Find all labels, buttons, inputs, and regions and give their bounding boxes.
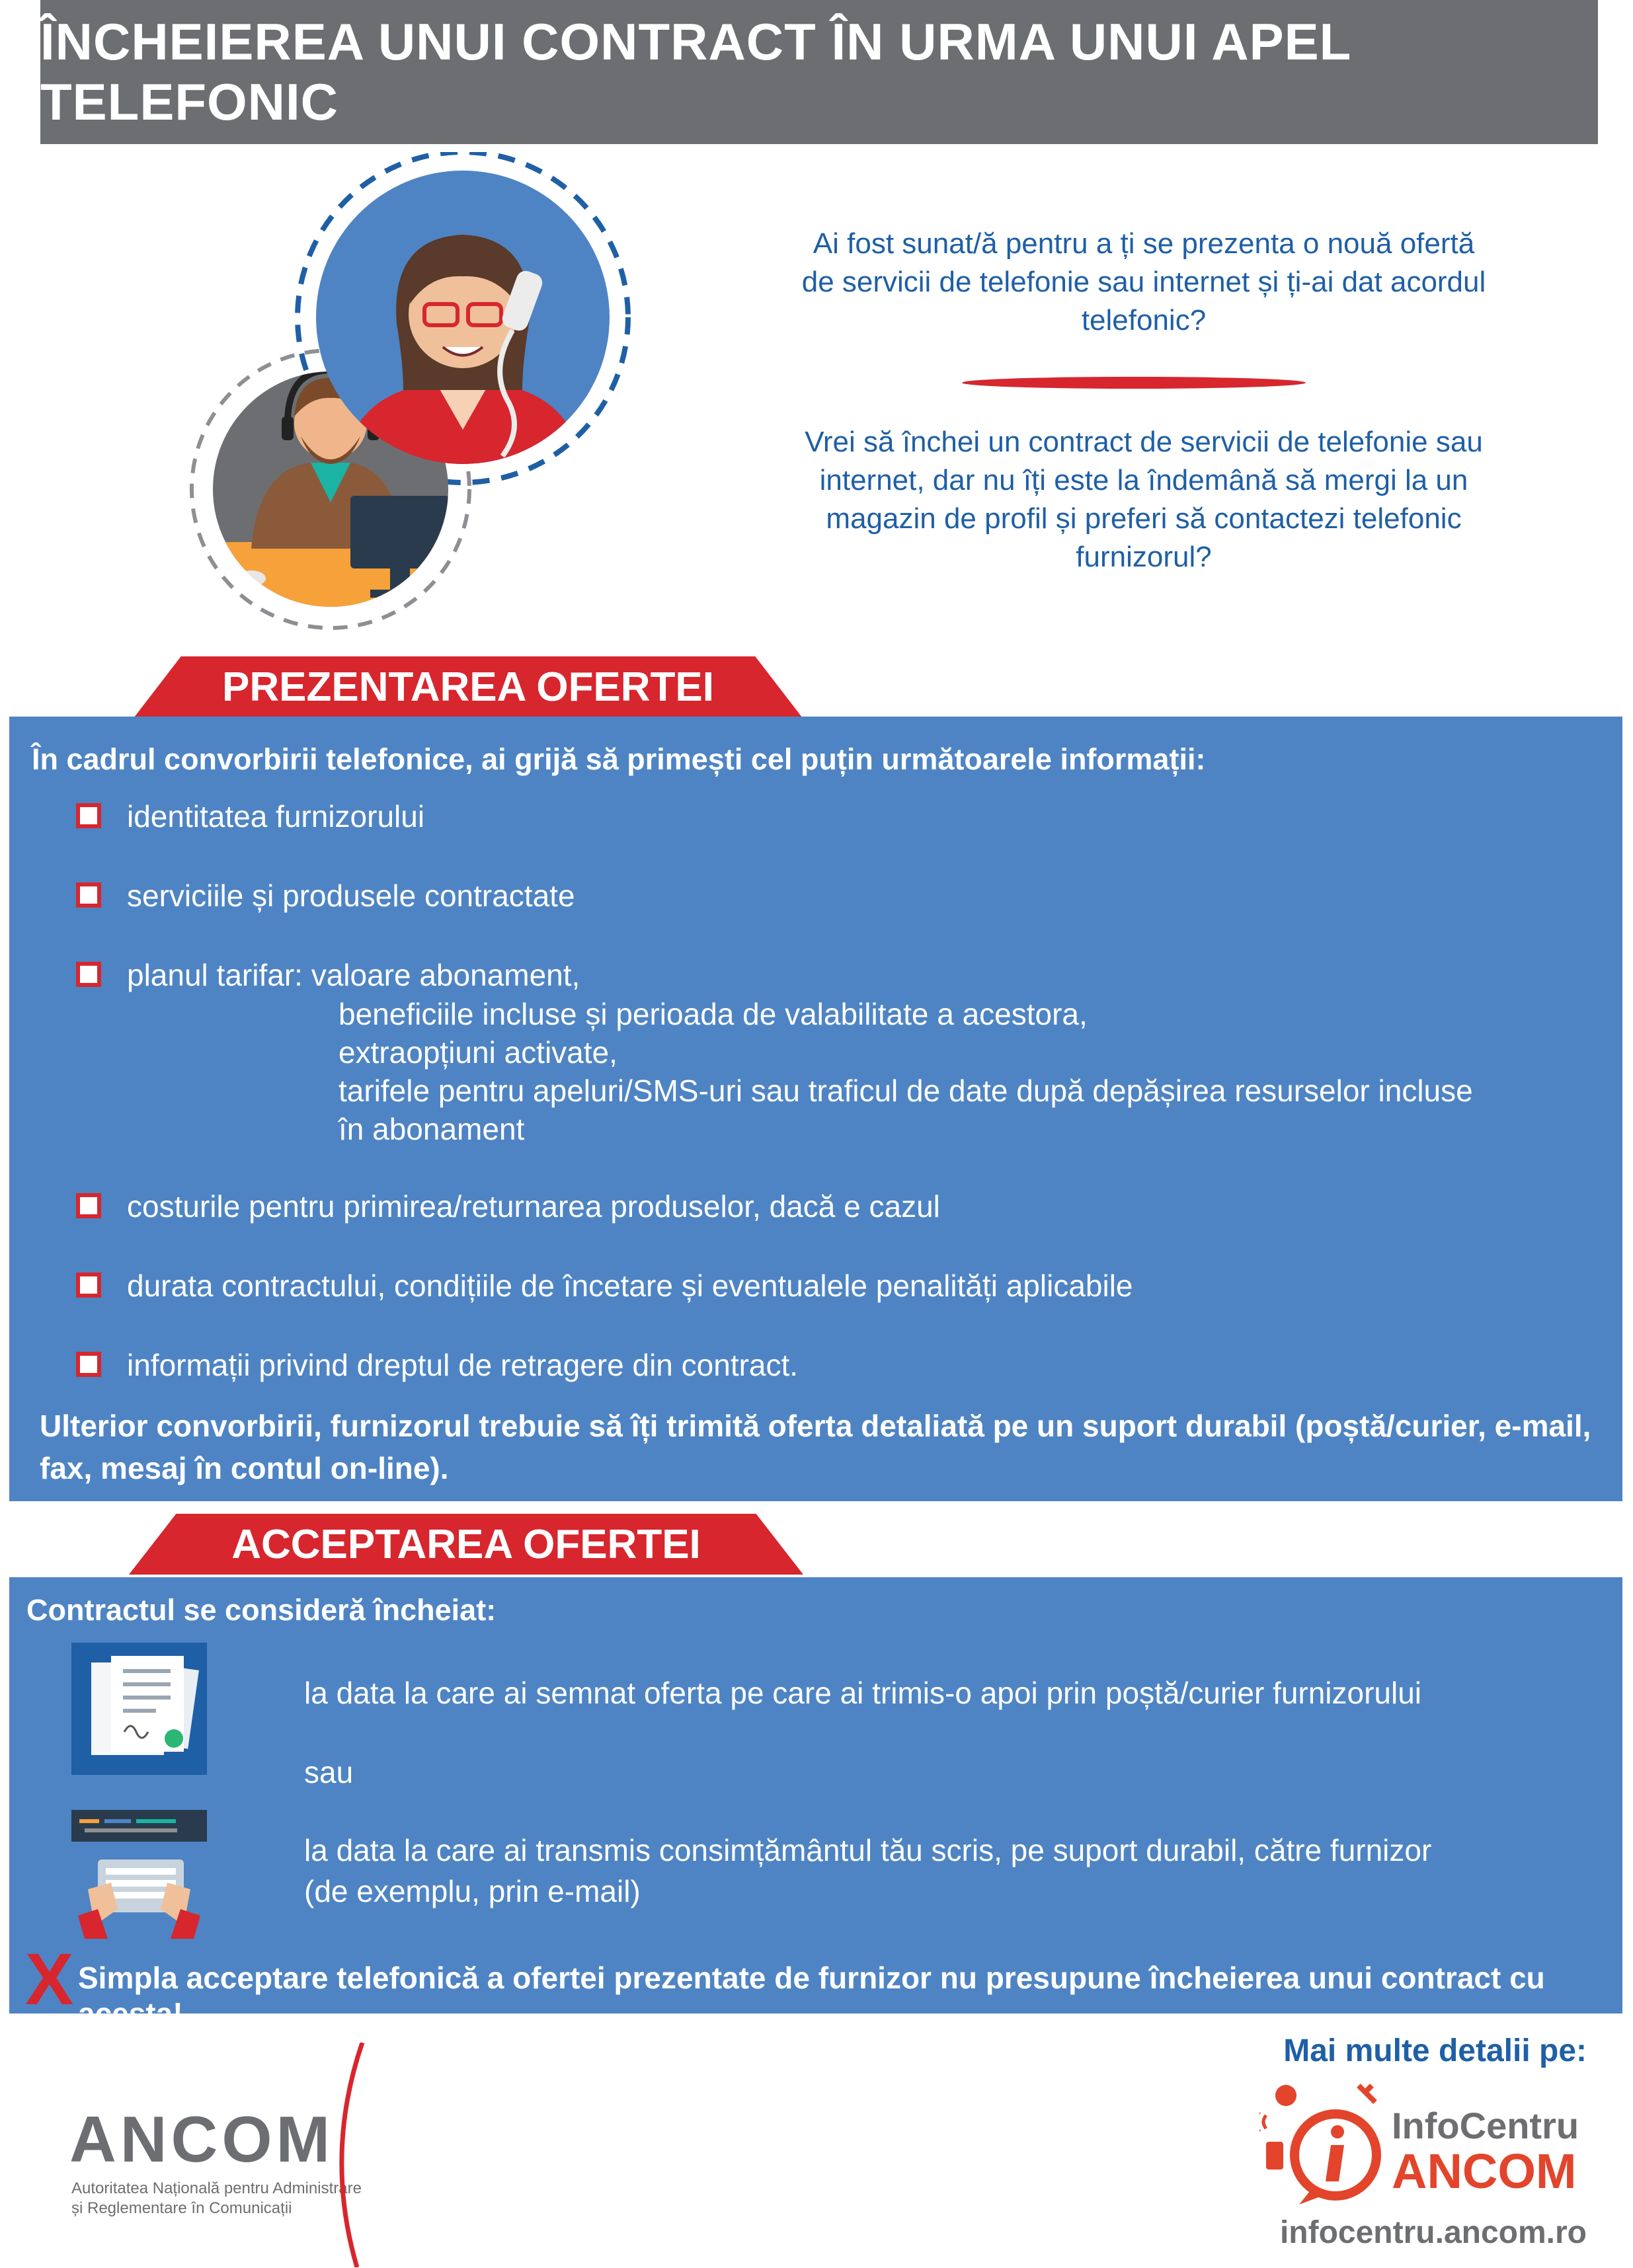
infocentru-url[interactable]: infocentru.ancom.ro — [1279, 2215, 1587, 2250]
warning-x-icon: X — [25, 1939, 74, 2020]
phone-call-illustration — [152, 152, 655, 641]
ancom-logo-subtitle: și Reglementare în Comunicații — [71, 2199, 292, 2217]
tariff-subitem: tarifele pentru apeluri/SMS-uri sau traficul de date după depășirea resurselor incluse — [339, 1074, 1473, 1108]
tariff-subitem: beneficiile incluse și perioada de valabilitate a acestora, — [339, 997, 1088, 1031]
section-title-presentation: PREZENTAREA OFERTEI — [221, 664, 715, 710]
info-item: informații privind dreptul de retragere din contract. — [127, 1348, 799, 1382]
documents-icon — [71, 1643, 207, 1775]
divider — [962, 377, 1306, 389]
laptop-keyboard-icon — [71, 1810, 207, 1939]
checkbox-icon — [76, 1272, 101, 1298]
ancom-logo: ANCOM — [69, 2103, 335, 2175]
checkbox-icon — [76, 1352, 101, 1377]
infocentru-icon — [1259, 2082, 1385, 2208]
ancom-logo-subtitle: Autoritatea Națională pentru Administrare — [71, 2179, 362, 2197]
more-details-label: Mai multe detalii pe: — [1283, 2033, 1587, 2068]
checkbox-icon — [76, 1193, 101, 1218]
infocentru-ancom-label: ANCOM — [1392, 2144, 1577, 2199]
tariff-subitem: în abonament — [339, 1112, 525, 1146]
presentation-intro: În cadrul convorbirii telefonice, ai grijă să primești cel puțin următoarele informații: — [32, 742, 1206, 776]
section-title-acceptance: ACCEPTAREA OFERTEI — [231, 1521, 701, 1567]
acceptance-intro: Contractul se consideră încheiat: — [26, 1593, 497, 1627]
presentation-footer: Ulterior convorbirii, furnizorul trebuie să îți trimită oferta detaliată pe un suport durabil (poștă/curier, e-mail, fax, mesaj în contul on-line). — [40, 1409, 1591, 1485]
info-item: planul tarifar: valoare abonament, — [127, 958, 580, 992]
infocentru-label: InfoCentru — [1392, 2105, 1579, 2146]
info-item: serviciile și produsele contractate — [127, 879, 575, 913]
logo-swoosh — [331, 2043, 370, 2267]
checkbox-icon — [76, 882, 101, 908]
info-item: durata contractului, condițiile de încetare și eventualele penalități aplicabile — [127, 1269, 1133, 1303]
checkbox-icon — [76, 803, 101, 828]
acceptance-panel — [9, 1577, 1622, 2020]
acceptance-option-1: la data la care ai semnat oferta pe care ai trimis-o apoi prin poștă/curier furnizorului — [304, 1676, 1422, 1710]
page-title: ÎNCHEIEREA UNUI CONTRACT ÎN URMA UNUI APEL TELEFONIC — [40, 13, 1351, 131]
warning-text: Simpla acceptare telefonică a ofertei prezentate de furnizor nu presupune încheierea unui contract cu acesta! — [78, 1961, 1545, 2031]
intro-question-2: Vrei să închei un contract de servicii de telefonie sau internet, dar nu îți este la îndemână să mergi la un magazin de profil și preferi să contactezi telefonic furnizorul? — [805, 426, 1483, 573]
info-item: costurile pentru primirea/returnarea produselor, dacă e cazul — [127, 1189, 940, 1224]
tariff-subitem: extraopțiuni activate, — [339, 1035, 617, 1070]
checkbox-icon — [76, 962, 101, 987]
intro-question-1: Ai fost sunat/ă pentru a ți se prezenta o nouă ofertă de servicii de telefonie sau internet și ți-ai dat acordul telefonic? — [801, 227, 1486, 336]
acceptance-option-2-example: (de exemplu, prin e-mail) — [304, 1874, 641, 1908]
acceptance-separator: sau — [304, 1755, 354, 1789]
info-item: identitatea furnizorului — [127, 799, 425, 834]
acceptance-option-2: la data la care ai transmis consimțământul tău scris, pe suport durabil, către furnizor — [304, 1833, 1432, 1867]
